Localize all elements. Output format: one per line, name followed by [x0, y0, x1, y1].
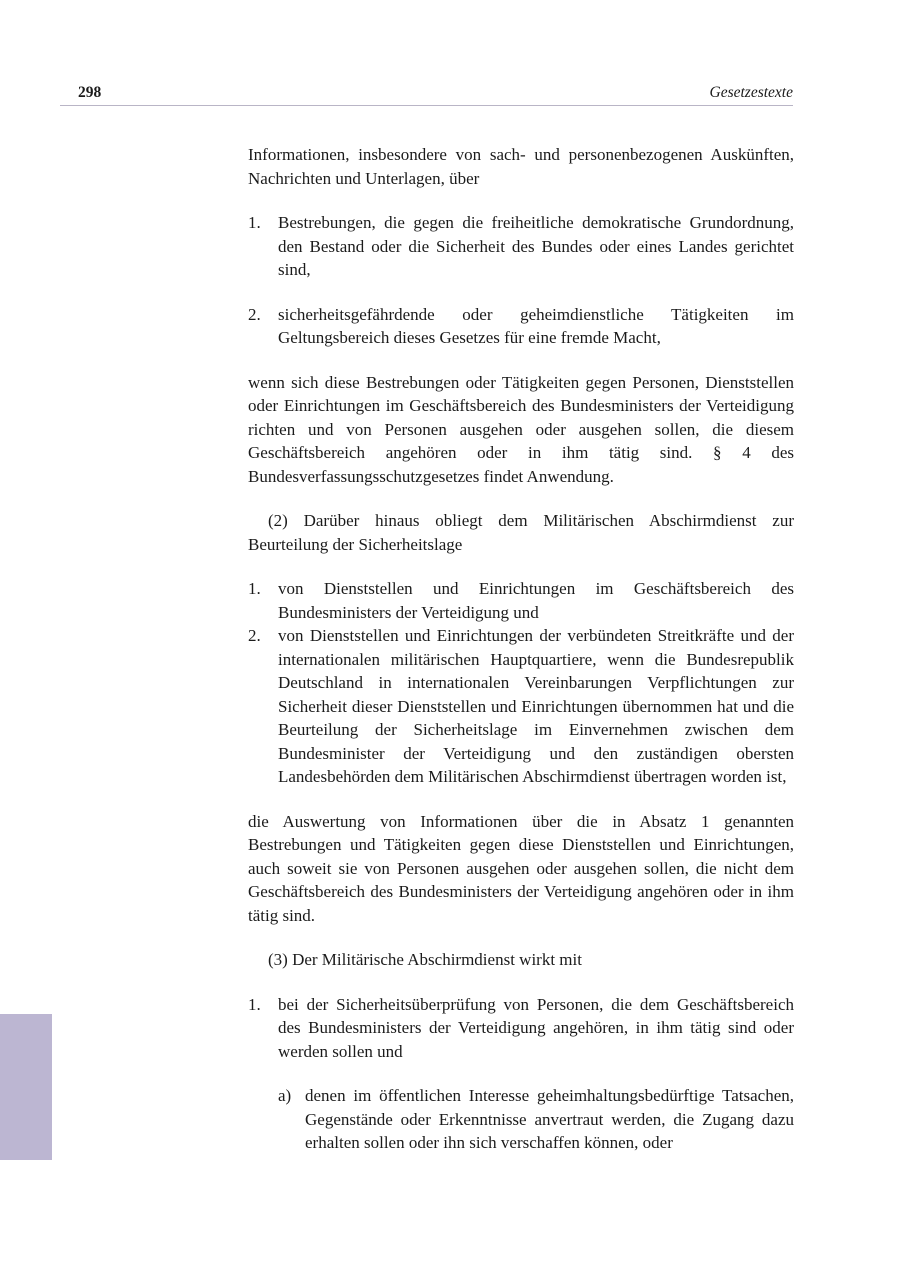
page-body: [248, 143, 794, 1176]
list-item-text: von Dienststellen und Einrichtungen der verbündeten Streitkräfte und der internationalen militärischen Hauptquartiere, wenn die Bundesrepublik Deutschland in internationalen Vereinbarungen Verpflichtungen zur Sicherheit dieser Dienststellen und Einrichtungen übernommen hat und die Beurteilung der Sicherheitslage im Einvernehmen zwischen dem Bundesminister der Verteidigung und den zuständigen obersten Landesbehörden dem Militärischen Abschirmdienst übertragen worden ist,: [278, 626, 794, 786]
sub-list-item: [278, 1084, 794, 1155]
paragraph-absatz-3: (3) Der Militärische Abschirmdienst wirkt mit: [268, 950, 582, 969]
list-item: [248, 303, 794, 350]
sub-list-item-text: denen im öffentlichen Interesse geheimhaltungsbedürftige Tatsachen, Gegenstände oder Erkenntnisse anvertraut werden, die Zugang dazu erhalten sollen oder ihn sich verschaffen können, oder: [305, 1086, 794, 1152]
list-marker: 2.: [248, 626, 261, 645]
list-marker: 1.: [248, 213, 261, 232]
header-rule: [60, 105, 793, 106]
list-marker: 2.: [248, 304, 261, 324]
list-item-text: bei der Sicherheitsüberprüfung von Personen, die dem Geschäftsbereich des Bundesministers der Verteidigung angehören, in ihm tätig sind oder werden sollen und: [278, 994, 794, 1061]
list-item-text: sicherheitsgefährdende oder geheimdienstliche Tätigkeiten im Geltungsbereich dieses Gesetzes für eine fremde Macht,: [278, 304, 794, 347]
list-item: [248, 211, 794, 282]
list-item: [248, 624, 794, 789]
paragraph-absatz-2: (2) Darüber hinaus obliegt dem Militärischen Abschirmdienst zur Beurteilung der Sicherheitslage: [248, 511, 794, 554]
sub-list-marker: a): [278, 1086, 292, 1105]
paragraph-intro: Informationen, insbesondere von sach- und personenbezogenen Auskünften, Nachrichten und Unterlagen, über: [248, 145, 794, 188]
list-item: [248, 993, 794, 1064]
page-header: [78, 84, 793, 102]
list-item-text: Bestrebungen, die gegen die freiheitliche demokratische Grundordnung, den Bestand oder die Sicherheit des Bundes oder eines Landes gerichtet sind,: [278, 213, 794, 279]
list-marker: 1.: [248, 994, 261, 1014]
list-item-text: von Dienststellen und Einrichtungen im Geschäftsbereich des Bundesministers der Verteidigung und: [278, 579, 794, 622]
list-marker: 1.: [248, 579, 261, 598]
paragraph: wenn sich diese Bestrebungen oder Tätigkeiten gegen Personen, Dienststellen oder Einrichtungen im Geschäftsbereich des Bundesministers der Verteidigung richten und von Personen ausgehen oder ausgehen sollen, die diesem Geschäftsbereich angehören oder in ihm tätig sind. § 4 des Bundesverfassungsschutzgesetzes findet Anwendung.: [248, 372, 794, 486]
list-item: [248, 577, 794, 624]
thumb-index-tab: [0, 1014, 52, 1160]
page-number: 298: [78, 84, 102, 101]
paragraph: die Auswertung von Informationen über die in Absatz 1 genannten Bestrebungen und Tätigkeiten gegen diese Dienststellen und Einrichtungen, auch soweit sie von Personen ausgehen oder ausgehen sollen, die nicht dem Geschäftsbereich des Bundesministers der Verteidigung angehören oder in ihm tätig sind.: [248, 811, 794, 925]
running-title: Gesetzestexte: [709, 84, 793, 101]
